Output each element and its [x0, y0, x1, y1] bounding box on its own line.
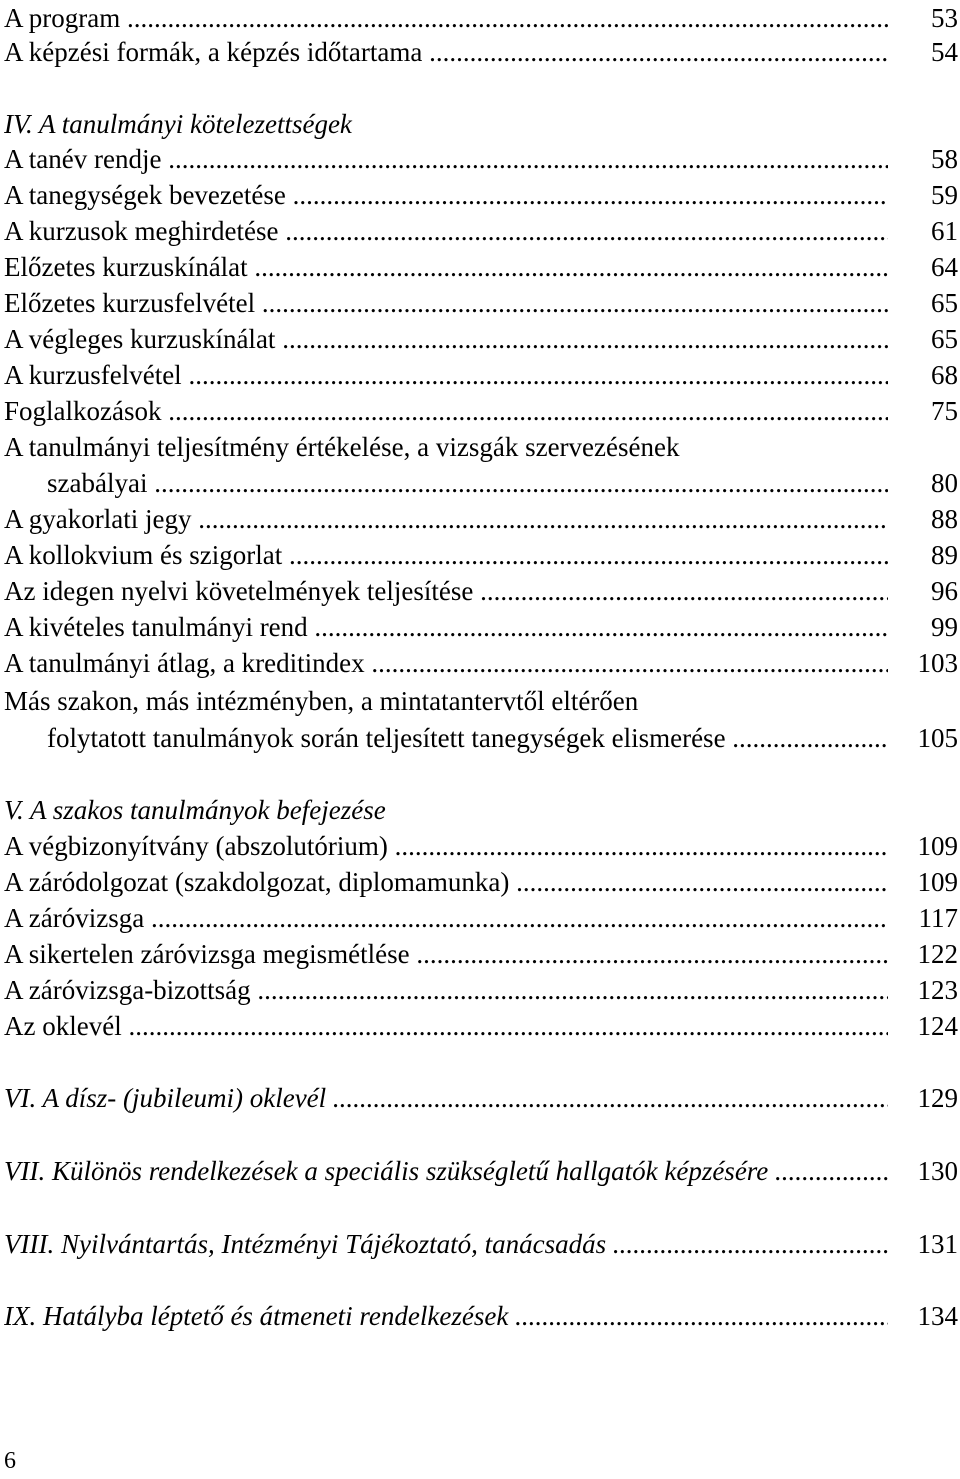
toc-entry — [0, 1008, 960, 1044]
toc-entry — [0, 609, 960, 645]
toc-entry-page: 58 — [931, 144, 958, 174]
toc-section-entry — [0, 1226, 960, 1262]
toc-entry — [0, 141, 960, 177]
toc-entry — [0, 573, 960, 609]
toc-entry-title: A záróvizsga-bizottság ..... — [4, 972, 888, 1008]
toc-entry — [0, 357, 960, 393]
toc-section-title: VII. Különös rendelkezések a speciális szükségletű hallgatók képzésére ..... — [4, 1153, 888, 1189]
toc-entry-title: Más szakon, más intézményben, a mintatantervtől eltérően — [4, 686, 639, 716]
toc-entry-title: A tanév rendje ..... — [4, 141, 888, 177]
toc-entry-title: A sikertelen záróvizsga megismétlése ..... — [4, 936, 888, 972]
toc-section-heading — [0, 792, 960, 828]
toc-entry-title: Az idegen nyelvi követelmények teljesítése ..... — [4, 573, 888, 609]
toc-entry-title: szabályai ..... — [47, 465, 888, 501]
page-number: 6 — [4, 1448, 16, 1474]
toc-entry — [0, 393, 960, 429]
toc-entry-title: A záróvizsga ..... — [4, 900, 888, 936]
toc-section-title: IV. A tanulmányi kötelezettségek — [4, 109, 352, 139]
toc-entry-page: 64 — [931, 252, 958, 282]
toc-entry — [0, 0, 960, 36]
toc-entry-title: A kivételes tanulmányi rend ..... — [4, 609, 888, 645]
toc-entry — [0, 936, 960, 972]
toc-entry-page: 105 — [917, 723, 958, 753]
toc-section-entry — [0, 1153, 960, 1189]
toc-entry-title: A tanulmányi teljesítmény értékelése, a vizsgák szervezésének — [4, 432, 680, 462]
toc-entry-title: A tanulmányi átlag, a kreditindex ..... — [4, 645, 888, 681]
toc-section-entry — [0, 1080, 960, 1116]
toc-entry-page: 131 — [917, 1229, 958, 1259]
toc-section-title: VIII. Nyilvántartás, Intézményi Tájékoztató, tanácsadás ..... — [4, 1226, 888, 1262]
toc-entry-title: A kurzusok meghirdetése ..... — [4, 213, 888, 249]
toc-entry-first-line — [0, 429, 960, 465]
toc-entry-continuation — [0, 720, 960, 756]
toc-entry — [0, 249, 960, 285]
toc-entry-page: 109 — [917, 831, 958, 861]
toc-entry-page: 53 — [931, 3, 958, 33]
toc-section-heading — [0, 106, 960, 142]
toc-entry — [0, 900, 960, 936]
toc-entry-page: 109 — [917, 867, 958, 897]
toc-entry-page: 129 — [917, 1083, 958, 1113]
toc-entry-title: A tanegységek bevezetése ..... — [4, 177, 888, 213]
toc-entry-page: 61 — [931, 216, 958, 246]
toc-entry-page: 117 — [918, 903, 958, 933]
toc-section-title: IX. Hatályba léptető és átmeneti rendelkezések ..... — [4, 1298, 888, 1334]
toc-entry — [0, 864, 960, 900]
toc-section-entry — [0, 1298, 960, 1334]
toc-entry-title: A végleges kurzuskínálat ..... — [4, 321, 888, 357]
toc-entry — [0, 972, 960, 1008]
toc-entry-title: A gyakorlati jegy ..... — [4, 501, 888, 537]
toc-entry-title: A kurzusfelvétel ..... — [4, 357, 888, 393]
toc-entry-page: 75 — [931, 396, 958, 426]
toc-entry-page: 65 — [931, 324, 958, 354]
toc-entry-page: 96 — [931, 576, 958, 606]
toc-entry — [0, 177, 960, 213]
toc-entry-title: folytatott tanulmányok során teljesített tanegységek elismerése ..... — [47, 720, 888, 756]
toc-entry-page: 59 — [931, 180, 958, 210]
toc-entry-page: 130 — [917, 1156, 958, 1186]
toc-entry-title: A képzési formák, a képzés időtartama ..... — [4, 34, 888, 70]
toc-entry — [0, 321, 960, 357]
toc-entry-page: 68 — [931, 360, 958, 390]
toc-entry — [0, 34, 960, 70]
toc-entry-page: 89 — [931, 540, 958, 570]
toc-entry-page: 124 — [917, 1011, 958, 1041]
toc-entry-page: 122 — [917, 939, 958, 969]
toc-entry-page: 134 — [917, 1301, 958, 1331]
toc-entry-title: A végbizonyítvány (abszolutórium) ..... — [4, 828, 888, 864]
toc-entry — [0, 213, 960, 249]
toc-entry-page: 103 — [917, 648, 958, 678]
toc-entry — [0, 285, 960, 321]
toc-entry — [0, 645, 960, 681]
toc-entry — [0, 828, 960, 864]
toc-entry-page: 88 — [931, 504, 958, 534]
toc-section-title: VI. A dísz- (jubileumi) oklevél ..... — [4, 1080, 888, 1116]
toc-entry-title: A záródolgozat (szakdolgozat, diplomamunka) ..... — [4, 864, 888, 900]
toc-entry — [0, 501, 960, 537]
toc-section-title: V. A szakos tanulmányok befejezése — [4, 795, 386, 825]
toc-entry-title: Előzetes kurzuskínálat ..... — [4, 249, 888, 285]
toc-entry-title: Foglalkozások ..... — [4, 393, 888, 429]
toc-entry-continuation — [0, 465, 960, 501]
toc-entry-title: Előzetes kurzusfelvétel ..... — [4, 285, 888, 321]
toc-entry-title: A kollokvium és szigorlat ..... — [4, 537, 888, 573]
toc-entry-page: 54 — [931, 37, 958, 67]
toc-entry-page: 99 — [931, 612, 958, 642]
toc-entry-page: 65 — [931, 288, 958, 318]
toc-entry-page: 80 — [931, 468, 958, 498]
toc-entry-page: 123 — [917, 975, 958, 1005]
toc-entry — [0, 537, 960, 573]
toc-entry-title: A program ..... — [4, 0, 888, 36]
toc-entry-title: Az oklevél ..... — [4, 1008, 888, 1044]
toc-entry-first-line — [0, 683, 960, 719]
